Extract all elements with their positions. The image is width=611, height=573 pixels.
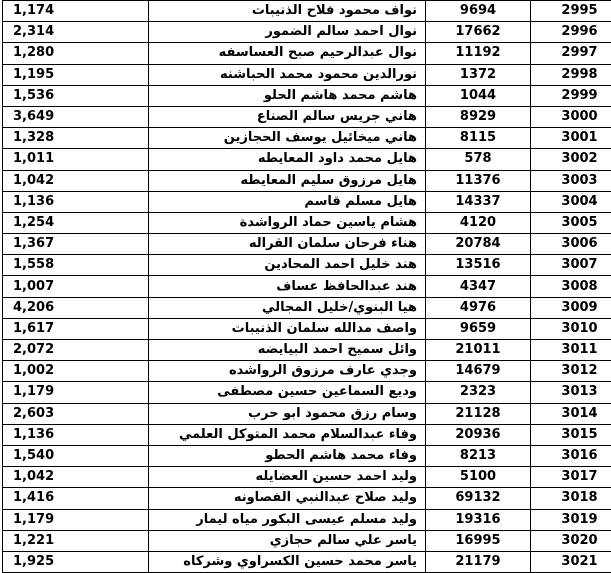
sequence-cell: 2999 [531,85,611,106]
table-row [3,170,611,191]
sequence-cell: 3017 [531,467,611,488]
number-cell: 8115 [426,128,531,149]
name-cell: هند عبدالحافظ عساف [149,276,426,297]
name-cell: وسام رزق محمود ابو حرب [149,403,426,424]
table-row [3,382,611,403]
name-cell: هناء فرحان سلمان القراله [149,234,426,255]
amount-cell: 1,174 [3,1,149,22]
table-row [3,467,611,488]
name-cell: نوال احمد سالم الضمور [149,22,426,43]
name-cell: هاشم محمد هاشم الحلو [149,85,426,106]
name-cell: هاني جريس سالم الصناع [149,106,426,127]
name-cell: نورالدين محمود محمد الحباشنه [149,64,426,85]
number-cell: 9659 [426,318,531,339]
amount-cell: 1,280 [3,43,149,64]
table-row [3,530,611,551]
sequence-cell: 3020 [531,530,611,551]
table-row [3,22,611,43]
number-cell: 20784 [426,234,531,255]
sequence-cell: 3019 [531,509,611,530]
name-cell: هشام ياسين حماد الرواشدة [149,212,426,233]
name-cell: وديع السماعين حسين مصطفى [149,382,426,403]
name-cell: هند خليل احمد المحادين [149,255,426,276]
number-cell: 1044 [426,85,531,106]
name-cell: نوال عبدالرحيم صبح العساسفه [149,43,426,64]
sequence-cell: 3014 [531,403,611,424]
sequence-cell: 3018 [531,488,611,509]
table-row [3,255,611,276]
table-row [3,340,611,361]
number-cell: 8929 [426,106,531,127]
table-row [3,1,611,22]
table-row [3,403,611,424]
number-cell: 4347 [426,276,531,297]
number-cell: 11376 [426,170,531,191]
amount-cell: 1,558 [3,255,149,276]
table-row [3,128,611,149]
name-cell: ياسر محمد حسين الكسراوي وشركاه [149,551,426,572]
amount-cell: 1,254 [3,212,149,233]
sequence-cell: 3000 [531,106,611,127]
amount-cell: 1,536 [3,85,149,106]
name-cell: وليد مسلم عيسى البكور مياه ليمار [149,509,426,530]
number-cell: 20936 [426,424,531,445]
number-cell: 19316 [426,509,531,530]
sequence-cell: 3013 [531,382,611,403]
number-cell: 1372 [426,64,531,85]
amount-cell: 1,136 [3,424,149,445]
amount-cell: 4,206 [3,297,149,318]
amount-cell: 1,540 [3,445,149,466]
sequence-cell: 3003 [531,170,611,191]
amount-cell: 1,007 [3,276,149,297]
number-cell: 21128 [426,403,531,424]
table-row [3,509,611,530]
sequence-cell: 3016 [531,445,611,466]
amount-cell: 1,042 [3,170,149,191]
number-cell: 21179 [426,551,531,572]
sequence-cell: 2997 [531,43,611,64]
sequence-cell: 3012 [531,361,611,382]
name-cell: واصف مدالله سلمان الذنيبات [149,318,426,339]
name-cell: هايل محمد داود المعايطه [149,149,426,170]
sequence-cell: 3008 [531,276,611,297]
number-cell: 17662 [426,22,531,43]
sequence-cell: 2996 [531,22,611,43]
amount-cell: 1,179 [3,382,149,403]
amount-cell: 1,179 [3,509,149,530]
amount-cell: 1,136 [3,191,149,212]
name-cell: هاني ميخائيل يوسف الحجازين [149,128,426,149]
name-cell: وليد صلاح عبدالنبي الفصاونه [149,488,426,509]
number-cell: 578 [426,149,531,170]
sequence-cell: 3004 [531,191,611,212]
records-table [2,0,611,573]
number-cell: 2323 [426,382,531,403]
number-cell: 11192 [426,43,531,64]
sequence-cell: 3005 [531,212,611,233]
records-body [3,1,611,573]
sequence-cell: 2995 [531,1,611,22]
name-cell: ياسر علي سالم حجازي [149,530,426,551]
number-cell: 14679 [426,361,531,382]
amount-cell: 2,603 [3,403,149,424]
sequence-cell: 3009 [531,297,611,318]
amount-cell: 1,042 [3,467,149,488]
sequence-cell: 3002 [531,149,611,170]
table-row [3,424,611,445]
sequence-cell: 3010 [531,318,611,339]
amount-cell: 1,925 [3,551,149,572]
sequence-cell: 3015 [531,424,611,445]
amount-cell: 1,328 [3,128,149,149]
amount-cell: 1,002 [3,361,149,382]
number-cell: 13516 [426,255,531,276]
number-cell: 4120 [426,212,531,233]
name-cell: هايل مسلم قاسم [149,191,426,212]
name-cell: وفاء عبدالسلام محمد المتوكل العلمي [149,424,426,445]
table-row [3,234,611,255]
amount-cell: 1,367 [3,234,149,255]
name-cell: وليد احمد حسين العضايله [149,467,426,488]
table-row [3,43,611,64]
sequence-cell: 3006 [531,234,611,255]
name-cell: نواف محمود فلاح الذنيبات [149,1,426,22]
table-row [3,191,611,212]
table-row [3,551,611,572]
amount-cell: 1,221 [3,530,149,551]
amount-cell: 2,314 [3,22,149,43]
number-cell: 21011 [426,340,531,361]
table-row [3,64,611,85]
table-row [3,361,611,382]
amount-cell: 1,617 [3,318,149,339]
amount-cell: 1,011 [3,149,149,170]
name-cell: هايل مرزوق سليم المعايطه [149,170,426,191]
amount-cell: 3,649 [3,106,149,127]
number-cell: 69132 [426,488,531,509]
number-cell: 4976 [426,297,531,318]
table-row [3,212,611,233]
table-row [3,85,611,106]
amount-cell: 1,195 [3,64,149,85]
table-row [3,318,611,339]
amount-cell: 1,416 [3,488,149,509]
name-cell: وفاء محمد هاشم الحطو [149,445,426,466]
number-cell: 16995 [426,530,531,551]
name-cell: وائل سميح احمد البيايضه [149,340,426,361]
sequence-cell: 3001 [531,128,611,149]
amount-cell: 2,072 [3,340,149,361]
table-row [3,488,611,509]
name-cell: هيا البنوي/خليل المجالي [149,297,426,318]
sequence-cell: 3021 [531,551,611,572]
sequence-cell: 3007 [531,255,611,276]
sequence-cell: 3011 [531,340,611,361]
table-row [3,106,611,127]
name-cell: وجدي عارف مرزوق الرواشده [149,361,426,382]
sequence-cell: 2998 [531,64,611,85]
table-row [3,149,611,170]
number-cell: 14337 [426,191,531,212]
table-row [3,276,611,297]
number-cell: 8213 [426,445,531,466]
number-cell: 5100 [426,467,531,488]
table-row [3,297,611,318]
table-row [3,445,611,466]
number-cell: 9694 [426,1,531,22]
